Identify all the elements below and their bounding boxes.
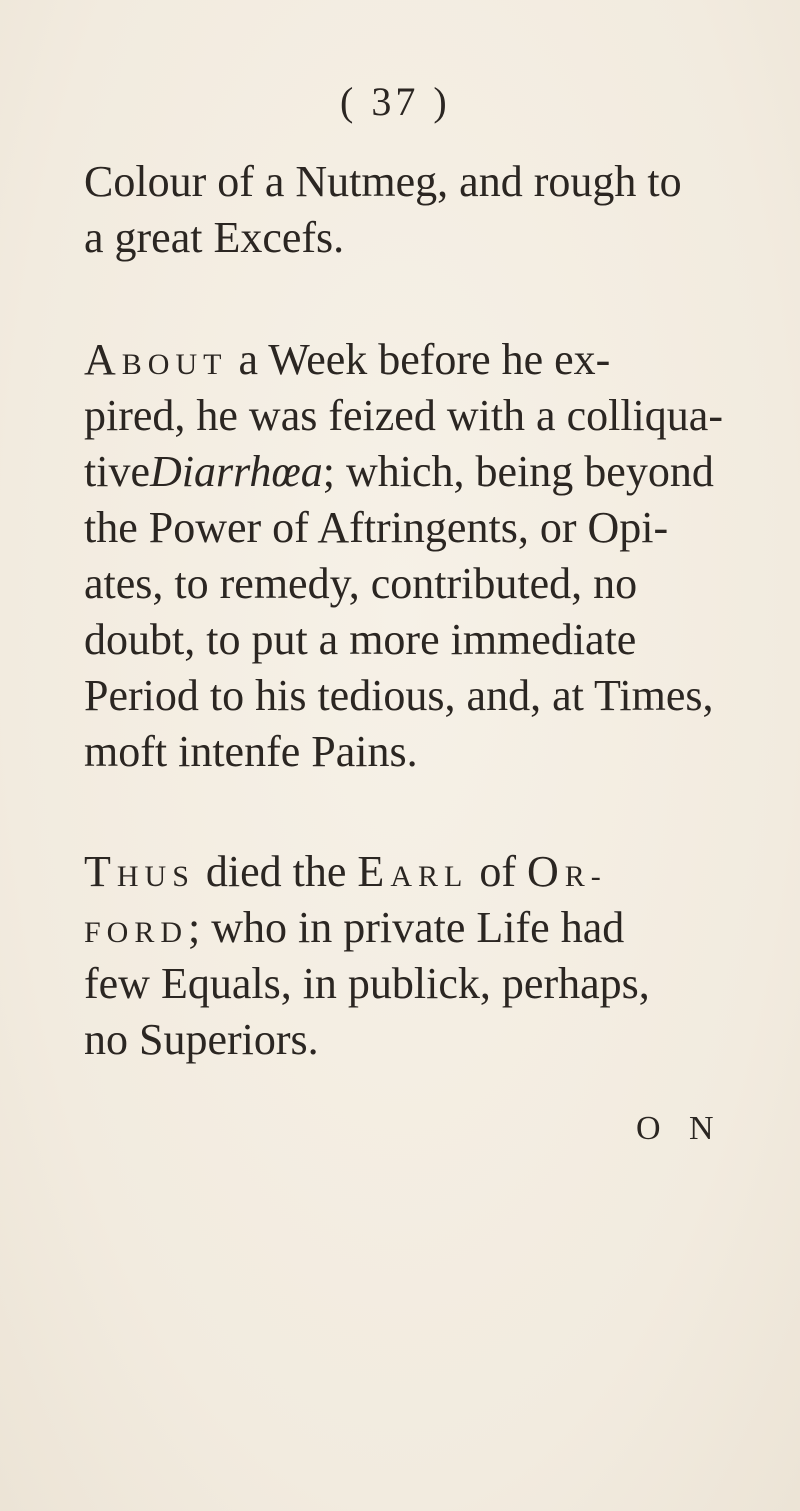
text-segment: died the bbox=[194, 847, 358, 896]
text-line: Colour of a Nutmeg, and rough to bbox=[84, 157, 682, 206]
text-segment: ; which, being beyond bbox=[322, 447, 714, 496]
orford-small-caps-end: FORD bbox=[84, 916, 189, 949]
text-segment: of bbox=[468, 847, 527, 896]
page-number: ( 37 ) bbox=[340, 79, 451, 124]
small-caps-lead bbox=[84, 335, 228, 384]
text-line: moft intenfe Pains. bbox=[84, 727, 418, 776]
orford-small-caps: R- bbox=[564, 860, 607, 893]
earl-capital: E bbox=[357, 847, 391, 896]
text-line bbox=[84, 442, 714, 502]
paragraph-opening-line bbox=[84, 842, 607, 902]
lead-small-caps: BOUT bbox=[121, 348, 228, 381]
text-line: a great Excefs. bbox=[84, 213, 345, 262]
text-segment: tive bbox=[84, 447, 150, 496]
lead-capital: T bbox=[84, 847, 117, 896]
text-segment: ; who in private Life had bbox=[188, 903, 625, 952]
text-line: the Power of Aftringents, or Opi- bbox=[84, 503, 669, 552]
text-line: few Equals, in publick, perhaps, bbox=[84, 959, 650, 1008]
text-line: pired, he was feized with a colliqua- bbox=[84, 391, 723, 440]
line-remainder: a Week before he ex- bbox=[227, 335, 611, 384]
lead-capital: A bbox=[84, 335, 122, 384]
text-line: Period to his tedious, and, at Times, bbox=[84, 671, 714, 720]
text-line: doubt, to put a more immediate bbox=[84, 615, 637, 664]
paragraph-opening-line bbox=[84, 330, 610, 390]
small-caps-orford-start bbox=[526, 847, 607, 896]
small-caps-earl bbox=[357, 847, 469, 896]
text-line: ates, to remedy, contributed, no bbox=[84, 559, 638, 608]
text-line: no Superiors. bbox=[84, 1015, 319, 1064]
text-line bbox=[84, 898, 624, 958]
lead-small-caps: HUS bbox=[116, 860, 195, 893]
orford-capital: O bbox=[526, 847, 565, 896]
catchword: O N bbox=[636, 1110, 724, 1147]
italic-term: Diarrhœa bbox=[149, 447, 323, 496]
earl-small-caps: ARL bbox=[390, 860, 469, 893]
small-caps-lead bbox=[84, 847, 195, 896]
